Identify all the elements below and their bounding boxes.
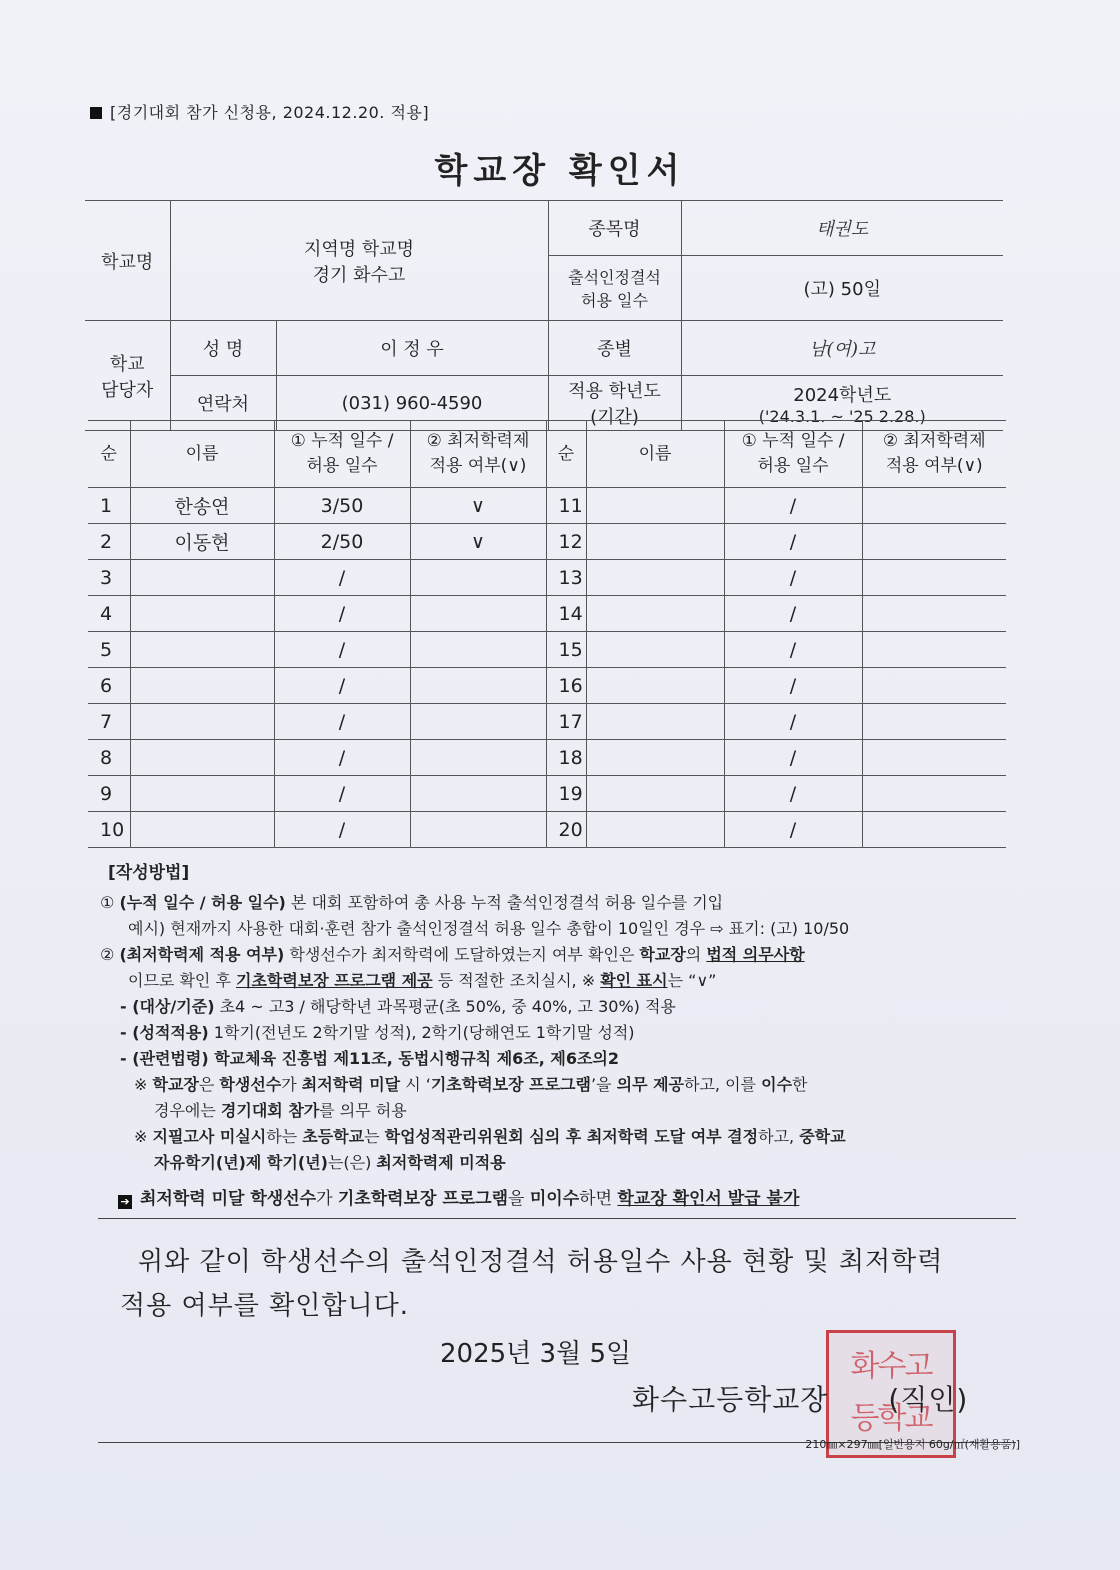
header-days-line2: 허용 일수 [757, 456, 829, 476]
table-row [88, 524, 1006, 560]
roster-min [410, 704, 546, 740]
roster-seq: 11 [546, 488, 586, 524]
roster-seq: 6 [88, 668, 130, 704]
sport-label: 종목명 [548, 201, 681, 256]
roster-name [586, 668, 724, 704]
guide-bold: 학교장 [639, 945, 686, 964]
table-row [88, 488, 1006, 524]
header-seq-left: 순 [88, 421, 130, 488]
roster-seq: 15 [546, 632, 586, 668]
header-min-line1: ② 최저학력제 [882, 431, 986, 451]
roster-name [130, 560, 274, 596]
roster-name [586, 776, 724, 812]
roster-table [88, 420, 1006, 848]
header-min-line2: 적용 여부(∨) [885, 456, 983, 476]
guide-text: 경우에는 [154, 1101, 221, 1120]
roster-name: 한송연 [130, 488, 274, 524]
roster-min [410, 776, 546, 812]
roster-min [862, 632, 1006, 668]
guide-bold: 확인 표시 [600, 971, 668, 990]
roster-name [586, 596, 724, 632]
issue-date: 2025년 3월 5일 [440, 1339, 632, 1369]
roster-seq: 13 [546, 560, 586, 596]
gender-value: 남(여)고 [681, 321, 1003, 376]
roster-days: / [274, 740, 410, 776]
school-year-label-line2: (기간) [590, 407, 639, 428]
guide-bold: 최저학력제 미적용 [376, 1153, 506, 1172]
seal-suffix: (직인) [888, 1383, 969, 1416]
school-year-label-line1: 적용 학년도 [568, 381, 661, 402]
roster-min [862, 596, 1006, 632]
roster-days: / [724, 524, 862, 560]
guide-bold: 경기대회 참가 [220, 1101, 320, 1120]
manager-label-line2: 담당자 [101, 379, 154, 401]
header-min-left [410, 421, 546, 488]
table-row [88, 812, 1006, 848]
guide-bold: 이수 [761, 1075, 793, 1094]
roster-min [862, 560, 1006, 596]
header-name-right: 이름 [586, 421, 724, 488]
roster-name [130, 812, 274, 848]
roster-days: / [274, 560, 410, 596]
guide-line-8 [100, 1072, 1020, 1098]
guide-bold: 초등학교 [302, 1127, 365, 1146]
seal-glyphs: 화수고 등학교 [850, 1349, 932, 1436]
manager-label-line1: 학교 [109, 353, 145, 375]
guide-final-note [100, 1186, 1020, 1212]
guide-text: ※ [134, 1075, 153, 1094]
guide-text: 하고, 이를 [684, 1075, 762, 1094]
header-min-line1: ② 최저학력제 [426, 431, 530, 451]
roster-days: / [724, 488, 862, 524]
header-min-right [862, 421, 1006, 488]
roster-name [586, 812, 724, 848]
guide-line-1 [100, 890, 1020, 916]
guide-bold: 최저학력 미달 [301, 1075, 401, 1094]
guide-line-4 [100, 968, 1020, 994]
table-row [88, 596, 1006, 632]
roster-min [410, 812, 546, 848]
roster-name: 이동현 [130, 524, 274, 560]
roster-days: / [724, 560, 862, 596]
guide-text: 예시) 현재까지 사용한 대회·훈련 참가 출석인정결석 허용 일수 총합이 10일인 경우 ⇨ 표기: (고) 10/50 [128, 919, 850, 938]
roster-name [586, 740, 724, 776]
roster-days: / [724, 668, 862, 704]
roster-min [862, 776, 1006, 812]
table-row [88, 704, 1006, 740]
arrow-box-icon: ➔ [118, 1195, 132, 1209]
roster-name [586, 704, 724, 740]
roster-name [130, 632, 274, 668]
divider-line [98, 1218, 1016, 1219]
roster-seq: 5 [88, 632, 130, 668]
roster-name [586, 488, 724, 524]
roster-days: / [274, 776, 410, 812]
roster-min [410, 668, 546, 704]
guide-text: 를 의무 허용 [319, 1101, 407, 1120]
allowed-days-label-line1: 출석인정결석 [568, 268, 661, 287]
guide-text: 1학기(전년도 2학기말 성적), 2학기(당해연도 1학기말 성적) [208, 1023, 635, 1042]
school-value [170, 201, 548, 321]
roster-days: / [274, 596, 410, 632]
roster-days: / [724, 776, 862, 812]
guide-line-6 [100, 1020, 1020, 1046]
roster-min: ∨ [410, 488, 546, 524]
roster-seq: 20 [546, 812, 586, 848]
guide-text: ※ [134, 1127, 153, 1146]
roster-seq: 2 [88, 524, 130, 560]
document-title: 학교장 확인서 [434, 151, 686, 191]
guide-bold: 학생선수 [219, 1075, 282, 1094]
issuer [632, 1378, 968, 1418]
confirm-line1: 위와 같이 학생선수의 출석인정결석 허용일수 사용 현황 및 최저학력 [138, 1247, 944, 1277]
table-row [88, 668, 1006, 704]
school-year-value-line1: 2024학년도 [793, 384, 892, 406]
roster-days: 2/50 [274, 524, 410, 560]
allowed-days-label [548, 256, 681, 321]
roster-name [586, 632, 724, 668]
roster-name [130, 740, 274, 776]
table-row [88, 776, 1006, 812]
form-tag-text: [경기대회 참가 신청용, 2024.12.20. 적용] [110, 103, 430, 122]
roster-seq: 9 [88, 776, 130, 812]
guide-line-3 [100, 942, 1020, 968]
guide-bold: 최저학력 미달 학생선수 [140, 1189, 317, 1209]
header-days-line2: 허용 일수 [306, 456, 378, 476]
roster-seq: 1 [88, 488, 130, 524]
guide-bold: 기초학력보장 프로그램 [337, 1189, 509, 1209]
guide-line-7 [100, 1046, 1020, 1072]
guide-line-10 [100, 1124, 1020, 1150]
gender-label: 종별 [548, 321, 681, 376]
roster-seq: 10 [88, 812, 130, 848]
roster-min [410, 740, 546, 776]
roster-seq: 7 [88, 704, 130, 740]
guide-bold: - (성적적용) [120, 1023, 209, 1042]
guide-bold: 의무 제공 [616, 1075, 685, 1094]
roster-min [862, 812, 1006, 848]
roster-seq: 4 [88, 596, 130, 632]
roster-days: 3/50 [274, 488, 410, 524]
guide-circle-two: ② [100, 945, 115, 964]
school-year-value-line2: ('24.3.1. ~ '25 2.28.) [758, 406, 926, 426]
roster-min [862, 704, 1006, 740]
form-tag [90, 100, 429, 123]
allowed-days-label-line2: 허용 일수 [581, 291, 648, 310]
roster-seq: 16 [546, 668, 586, 704]
roster-seq: 19 [546, 776, 586, 812]
roster-min [410, 632, 546, 668]
header-days-right [724, 421, 862, 488]
guide-text: 는 “∨” [667, 971, 717, 990]
roster-header-row [88, 421, 1006, 488]
roster-days: / [724, 740, 862, 776]
contact-label: 연락처 [170, 376, 276, 431]
guide-text: 는 [364, 1127, 385, 1146]
allowed-days-value: (고) 50일 [681, 256, 1003, 321]
guide-text: 을 [508, 1189, 530, 1209]
guide-bold: - (대상/기준) [120, 997, 215, 1016]
contact-value: (031) 960-4590 [276, 376, 548, 431]
roster-min [862, 488, 1006, 524]
guide-line-5 [100, 994, 1020, 1020]
header-min-line2: 적용 여부(∨) [429, 456, 527, 476]
roster-seq: 3 [88, 560, 130, 596]
guide-text: 초4 ~ 고3 / 해당학년 과목평균(초 50%, 중 40%, 고 30%) 적용 [214, 997, 676, 1016]
guide-text: 하면 [579, 1189, 618, 1209]
guide-text: 학생선수가 최저학력에 도달하였는지 여부 확인은 [284, 945, 640, 964]
guide-text: 은 [198, 1075, 220, 1094]
table-row [88, 740, 1006, 776]
roster-days: / [724, 812, 862, 848]
guide-text: 등 적절한 조치실시, ※ [432, 971, 601, 990]
school-value-line2: 경기 화수고 [312, 264, 406, 286]
header-days-left [274, 421, 410, 488]
guide-text: 의 [685, 945, 707, 964]
guide-text: 한 [792, 1075, 808, 1094]
roster-days: / [274, 668, 410, 704]
guide-line-2 [100, 916, 1020, 942]
guide-bold: 지필고사 미실시 [152, 1127, 267, 1146]
sport-value: 태권도 [681, 201, 1003, 256]
guide-text: 하는 [266, 1127, 303, 1146]
roster-seq: 14 [546, 596, 586, 632]
roster-min [862, 668, 1006, 704]
guide-bold: 기초학력보장 프로그램 [430, 1075, 591, 1094]
writing-guide [100, 860, 1020, 1212]
guide-text: 는(은) [327, 1153, 377, 1172]
guide-bold: 학교장 확인서 발급 불가 [617, 1189, 800, 1209]
roster-min [862, 740, 1006, 776]
guide-text: 가 [316, 1189, 338, 1209]
issuer-name: 화수고등학교장 [632, 1383, 829, 1416]
guide-bold: 법적 의무사항 [706, 945, 805, 964]
roster-name [130, 596, 274, 632]
guide-bold: 기초학력보장 프로그램 제공 [236, 971, 433, 990]
confirm-line2: 적용 여부를 확인합니다. [120, 1291, 409, 1321]
guide-bold: 학업성적관리위원회 심의 후 최저학력 도달 여부 결정 [384, 1127, 759, 1146]
school-label: 학교명 [85, 201, 170, 321]
roster-days: / [274, 632, 410, 668]
info-table [85, 200, 1003, 431]
header-days-line1: ① 누적 일수 / [290, 431, 394, 451]
roster-seq: 12 [546, 524, 586, 560]
roster-name [586, 524, 724, 560]
school-value-line1: 지역명 학교명 [303, 238, 415, 260]
roster-min: ∨ [410, 524, 546, 560]
guide-text: 시 ‘ [400, 1075, 431, 1094]
table-row [88, 632, 1006, 668]
roster-days: / [274, 704, 410, 740]
guide-bold: 자유학기(년)제 학기(년) [154, 1153, 328, 1172]
guide-text: 본 대회 포함하여 총 사용 누적 출석인정결석 허용 일수를 기입 [285, 893, 724, 912]
name-label: 성 명 [170, 321, 276, 376]
roster-seq: 8 [88, 740, 130, 776]
guide-text: 이므로 확인 후 [128, 971, 236, 990]
guide-title: [작성방법] [108, 863, 190, 883]
paper-spec-note: 210㎜×297㎜[일반용지 60g/㎡(재활용품)] [805, 1438, 1020, 1451]
header-days-line1: ① 누적 일수 / [741, 431, 845, 451]
guide-line-9 [100, 1098, 1020, 1124]
header-name-left: 이름 [130, 421, 274, 488]
roster-days: / [724, 632, 862, 668]
guide-circle-one: ① [100, 893, 115, 912]
black-square-icon [90, 107, 102, 119]
guide-bold: 학교장 [152, 1075, 199, 1094]
roster-name [130, 704, 274, 740]
roster-days: / [724, 596, 862, 632]
roster-seq: 18 [546, 740, 586, 776]
guide-text: 가 [281, 1075, 302, 1094]
guide-bold: (누적 일수 / 허용 일수) [119, 893, 286, 912]
name-value: 이 정 우 [276, 321, 548, 376]
guide-text: ’을 [590, 1075, 617, 1094]
roster-min [410, 596, 546, 632]
guide-bold: 중학교 [799, 1127, 846, 1146]
guide-line-11 [100, 1150, 1020, 1176]
table-row [88, 560, 1006, 596]
roster-days: / [274, 812, 410, 848]
roster-body [88, 421, 1006, 848]
manager-label [85, 321, 170, 431]
guide-bold: - (관련법령) 학교체육 진흥법 제11조, 동법시행규칙 제6조, 제6조의2 [120, 1049, 620, 1068]
header-seq-right: 순 [546, 421, 586, 488]
roster-min [862, 524, 1006, 560]
roster-name [130, 668, 274, 704]
roster-seq: 17 [546, 704, 586, 740]
confirmation-statement [120, 1240, 1020, 1328]
roster-min [410, 560, 546, 596]
roster-name [130, 776, 274, 812]
roster-days: / [724, 704, 862, 740]
guide-bold: 미이수 [529, 1189, 580, 1209]
roster-name [586, 560, 724, 596]
guide-text: 하고, [758, 1127, 800, 1146]
guide-bold: (최저학력제 적용 여부) [119, 945, 285, 964]
